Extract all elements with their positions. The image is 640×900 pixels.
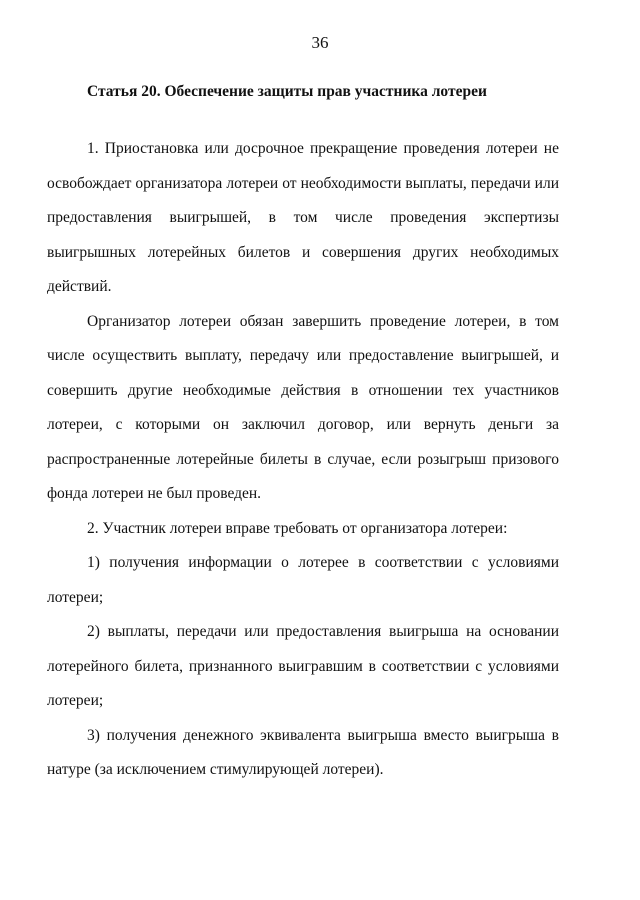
document-body (47, 132, 559, 788)
list-item-1: 1) получения информации о лотерее в соответствии с условиями лотереи; (47, 554, 559, 606)
article-title: Статья 20. Обеспечение защиты прав участника лотереи (87, 83, 487, 100)
page-number: 36 (311, 33, 329, 52)
paragraph-1: 1. Приостановка или досрочное прекращение проведения лотереи не освобождает организатора лотереи от необходимости выплаты, передачи или предоставления выигрышей, в том числе проведения экспертизы выигрышных лотерейных билетов и совершения других необходимых действий. (47, 140, 559, 295)
list-item-2: 2) выплаты, передачи или предоставления выигрыша на основании лотерейного билета, признанного выигравшим в соответствии с условиями лотереи; (47, 623, 559, 709)
list-item-3: 3) получения денежного эквивалента выигрыша вместо выигрыша в натуре (за исключением стимулирующей лотереи). (47, 726, 559, 778)
paragraph-3: 2. Участник лотереи вправе требовать от организатора лотереи: (87, 519, 508, 537)
paragraph-2: Организатор лотереи обязан завершить проведение лотереи, в том числе осуществить выплату, передачу или предоставление выигрышей, и совершить другие необходимые действия в отношении тех участников лотереи, с которыми он заключил договор, или вернуть деньги за распространенные лотерейные билеты в случае, если розыгрыш призового фонда лотереи не был проведен. (47, 312, 559, 502)
